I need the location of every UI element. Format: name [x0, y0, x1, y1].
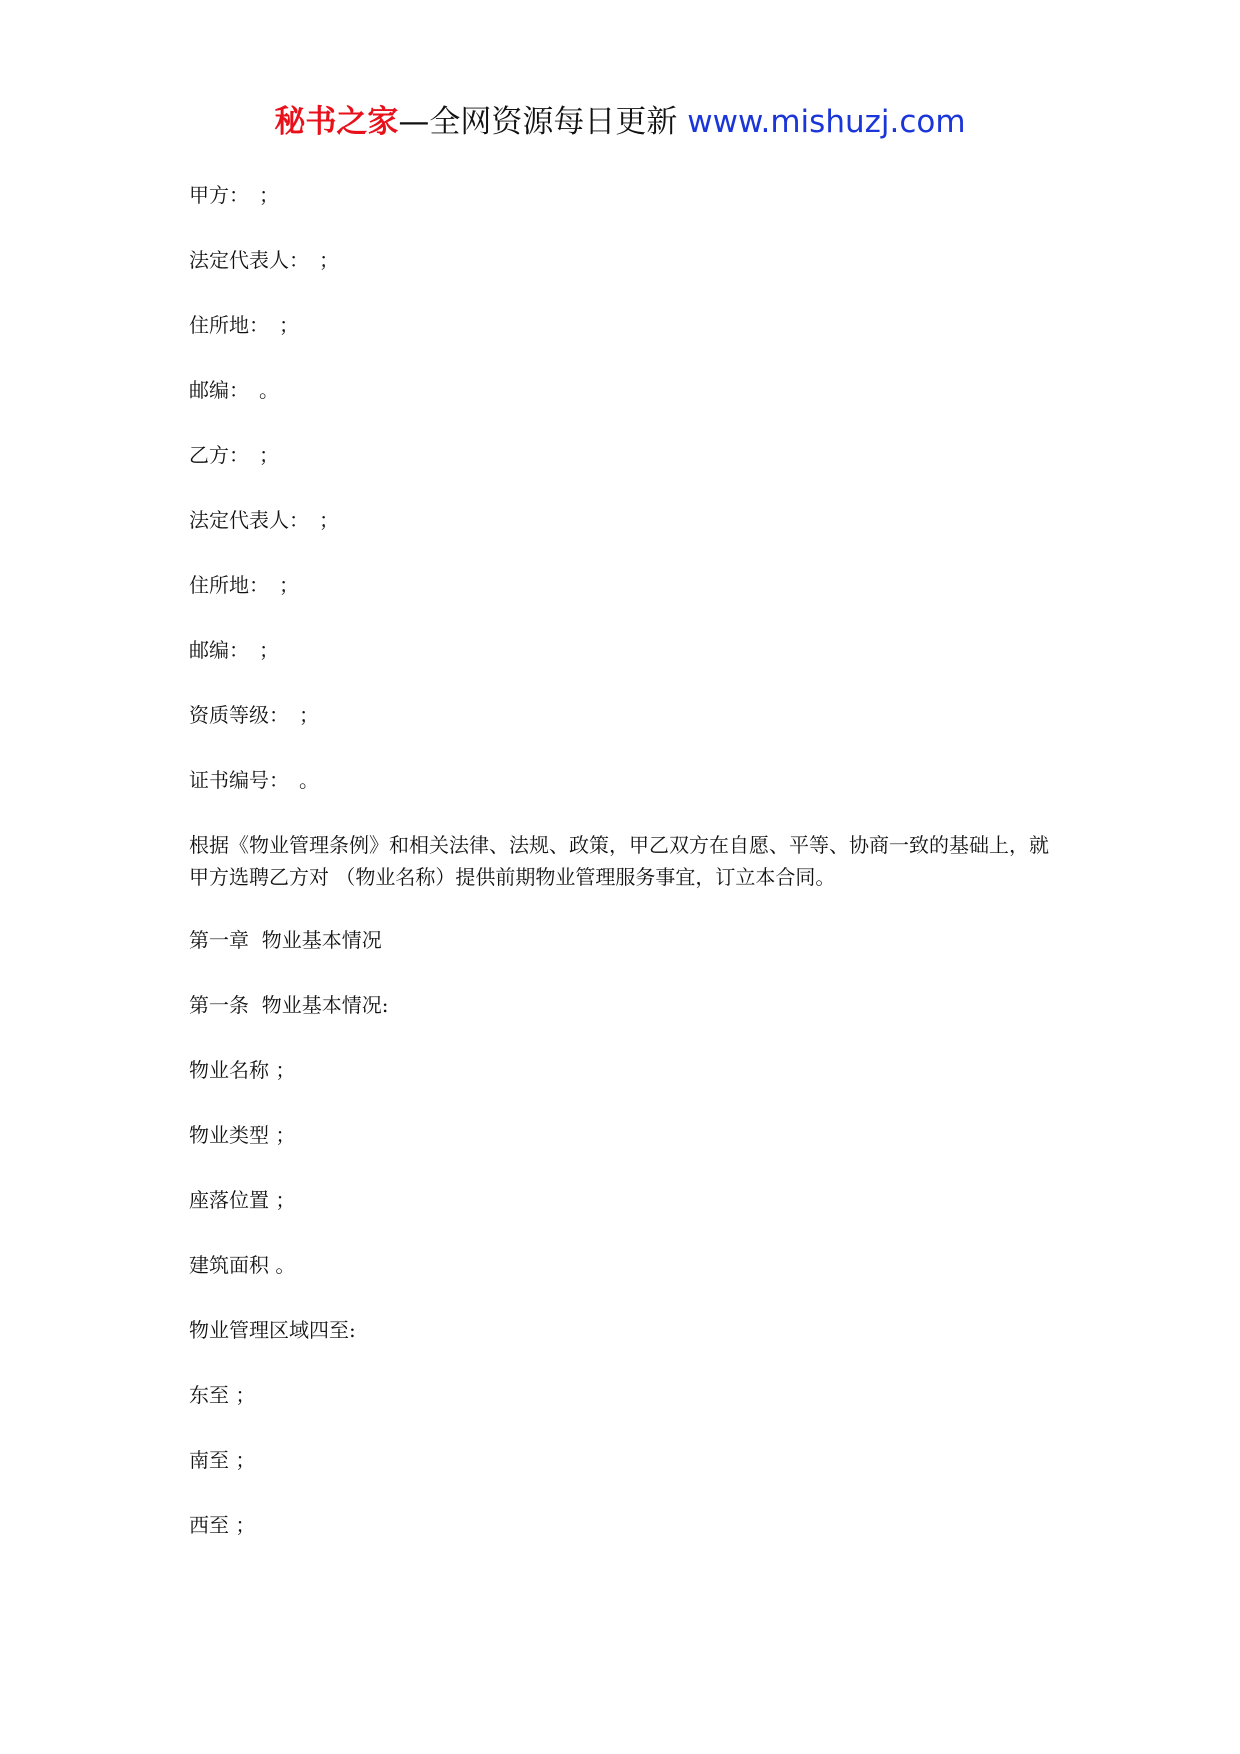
party-a-legal-representative: 法定代表人： ； [189, 248, 339, 272]
property-name: 物业名称 ； [189, 1058, 296, 1082]
party-a: 甲方： ； [189, 183, 279, 207]
article-heading: 第一条 物业基本情况: [189, 993, 389, 1017]
contract-body [189, 181, 1059, 1576]
boundary-east: 东至 ； [189, 1383, 256, 1407]
building-area: 建筑面积 。 [189, 1253, 296, 1277]
party-b: 乙方： ； [189, 443, 279, 467]
party-a-postcode: 邮编： 。 [189, 378, 279, 402]
party-b-postcode: 邮编： ； [189, 638, 279, 662]
certificate-number: 证书编号： 。 [189, 768, 319, 792]
boundary-west: 西至 ； [189, 1513, 256, 1537]
boundary-south: 南至 ； [189, 1448, 256, 1472]
qualification-level: 资质等级： ； [189, 703, 319, 727]
party-a-address: 住所地： ； [189, 313, 299, 337]
property-type: 物业类型 ； [189, 1123, 296, 1147]
website-link[interactable]: www.mishuzj.com [687, 104, 966, 140]
page-header [0, 100, 1240, 144]
brand-name: 秘书之家 [274, 104, 399, 140]
property-location: 座落位置 ； [189, 1188, 296, 1212]
party-b-legal-representative: 法定代表人： ； [189, 508, 339, 532]
header-slogan: —全网资源每日更新 [398, 104, 678, 140]
preamble-paragraph: 根据《物业管理条例》和相关法律、法规、政策，甲乙双方在自愿、平等、协商一致的基础上，就甲方选聘乙方对 （物业名称）提供前期物业管理服务事宜，订立本合同。 [189, 833, 1049, 889]
chapter-heading: 第一章 物业基本情况 [189, 928, 382, 952]
boundary-heading: 物业管理区域四至: [189, 1318, 356, 1342]
party-b-address: 住所地： ； [189, 573, 299, 597]
